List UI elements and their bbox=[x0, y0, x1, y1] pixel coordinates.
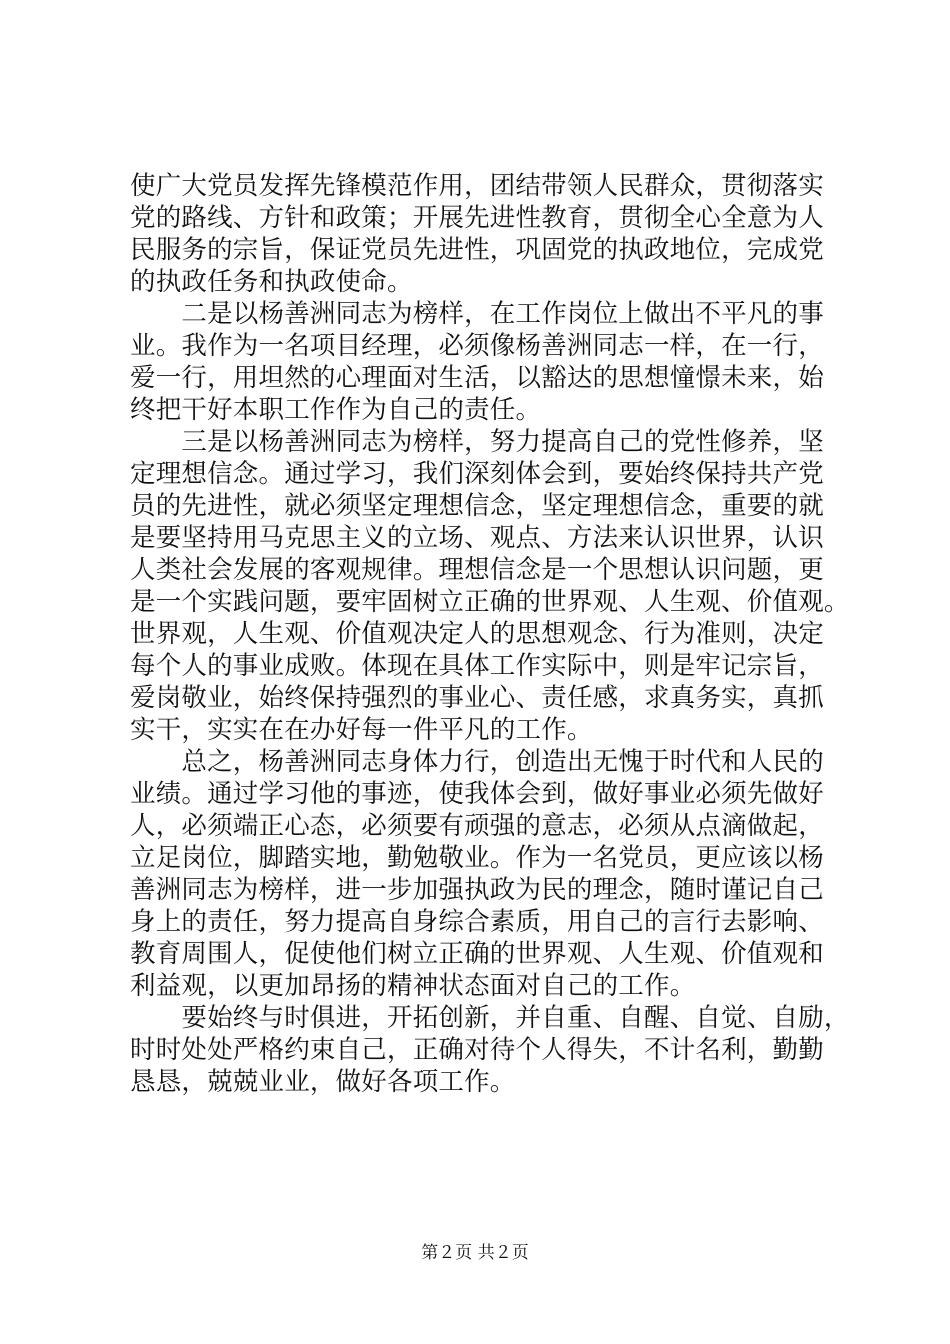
text-line: 二是以杨善洲同志为榜样，在工作岗位上做出不平凡的事 bbox=[130, 299, 824, 329]
page-number-footer: 第２页 共２页 bbox=[421, 1243, 529, 1263]
text-line: 恳恳，兢兢业业，做好各项工作。 bbox=[130, 1067, 516, 1097]
text-line: 身上的责任，努力提高自身综合素质，用自己的言行去影响、 bbox=[130, 907, 824, 937]
text-line: 爱一行，用坦然的心理面对生活，以豁达的思想憧憬未来，始 bbox=[130, 363, 824, 393]
text-line: 业。我作为一名项目经理，必须像杨善洲同志一样，在一行， bbox=[130, 331, 824, 361]
text-line: 善洲同志为榜样，进一步加强执政为民的理念，随时谨记自己 bbox=[130, 875, 824, 905]
text-line: 人，必须端正心态，必须要有顽强的意志，必须从点滴做起， bbox=[130, 811, 824, 841]
text-line: 是要坚持用马克思主义的立场、观点、方法来认识世界，认识 bbox=[130, 523, 824, 553]
text-line: 利益观，以更加昂扬的精神状态面对自己的工作。 bbox=[130, 971, 696, 1001]
text-line: 终把干好本职工作作为自己的责任。 bbox=[130, 395, 542, 425]
text-line: 世界观，人生观、价值观决定人的思想观念、行为准则，决定 bbox=[130, 619, 824, 649]
text-line: 人类社会发展的客观规律。理想信念是一个思想认识问题，更 bbox=[130, 555, 824, 585]
text-line: 员的先进性，就必须坚定理想信念，坚定理想信念，重要的就 bbox=[130, 491, 824, 521]
text-line: 时时处处严格约束自己，正确对待个人得失，不计名利，勤勤 bbox=[130, 1035, 824, 1065]
text-line: 三是以杨善洲同志为榜样，努力提高自己的党性修养，坚 bbox=[130, 427, 824, 457]
text-line: 使广大党员发挥先锋模范作用，团结带领人民群众，贯彻落实 bbox=[130, 171, 824, 201]
text-line: 教育周围人，促使他们树立正确的世界观、人生观、价值观和 bbox=[130, 939, 824, 969]
text-line: 的执政任务和执政使命。 bbox=[130, 267, 413, 297]
text-line: 总之，杨善洲同志身体力行，创造出无愧于时代和人民的 bbox=[130, 747, 824, 777]
text-line: 爱岗敬业，始终保持强烈的事业心、责任感，求真务实，真抓 bbox=[130, 683, 824, 713]
text-line: 是一个实践问题，要牢固树立正确的世界观、人生观、价值观。 bbox=[130, 587, 850, 617]
text-line: 定理想信念。通过学习，我们深刻体会到，要始终保持共产党 bbox=[130, 459, 824, 489]
text-line: 立足岗位，脚踏实地，勤勉敬业。作为一名党员，更应该以杨 bbox=[130, 843, 824, 873]
text-line: 每个人的事业成败。体现在具体工作实际中，则是牢记宗旨， bbox=[130, 651, 824, 681]
text-line: 业绩。通过学习他的事迹，使我体会到，做好事业必须先做好 bbox=[130, 779, 824, 809]
text-line: 实干，实实在在办好每一件平凡的工作。 bbox=[130, 715, 593, 745]
text-line: 要始终与时俱进，开拓创新，并自重、自醒、自觉、自励， bbox=[130, 1003, 850, 1033]
text-line: 民服务的宗旨，保证党员先进性，巩固党的执政地位，完成党 bbox=[130, 235, 824, 265]
text-line: 党的路线、方针和政策；开展先进性教育，贯彻全心全意为人 bbox=[130, 203, 824, 233]
